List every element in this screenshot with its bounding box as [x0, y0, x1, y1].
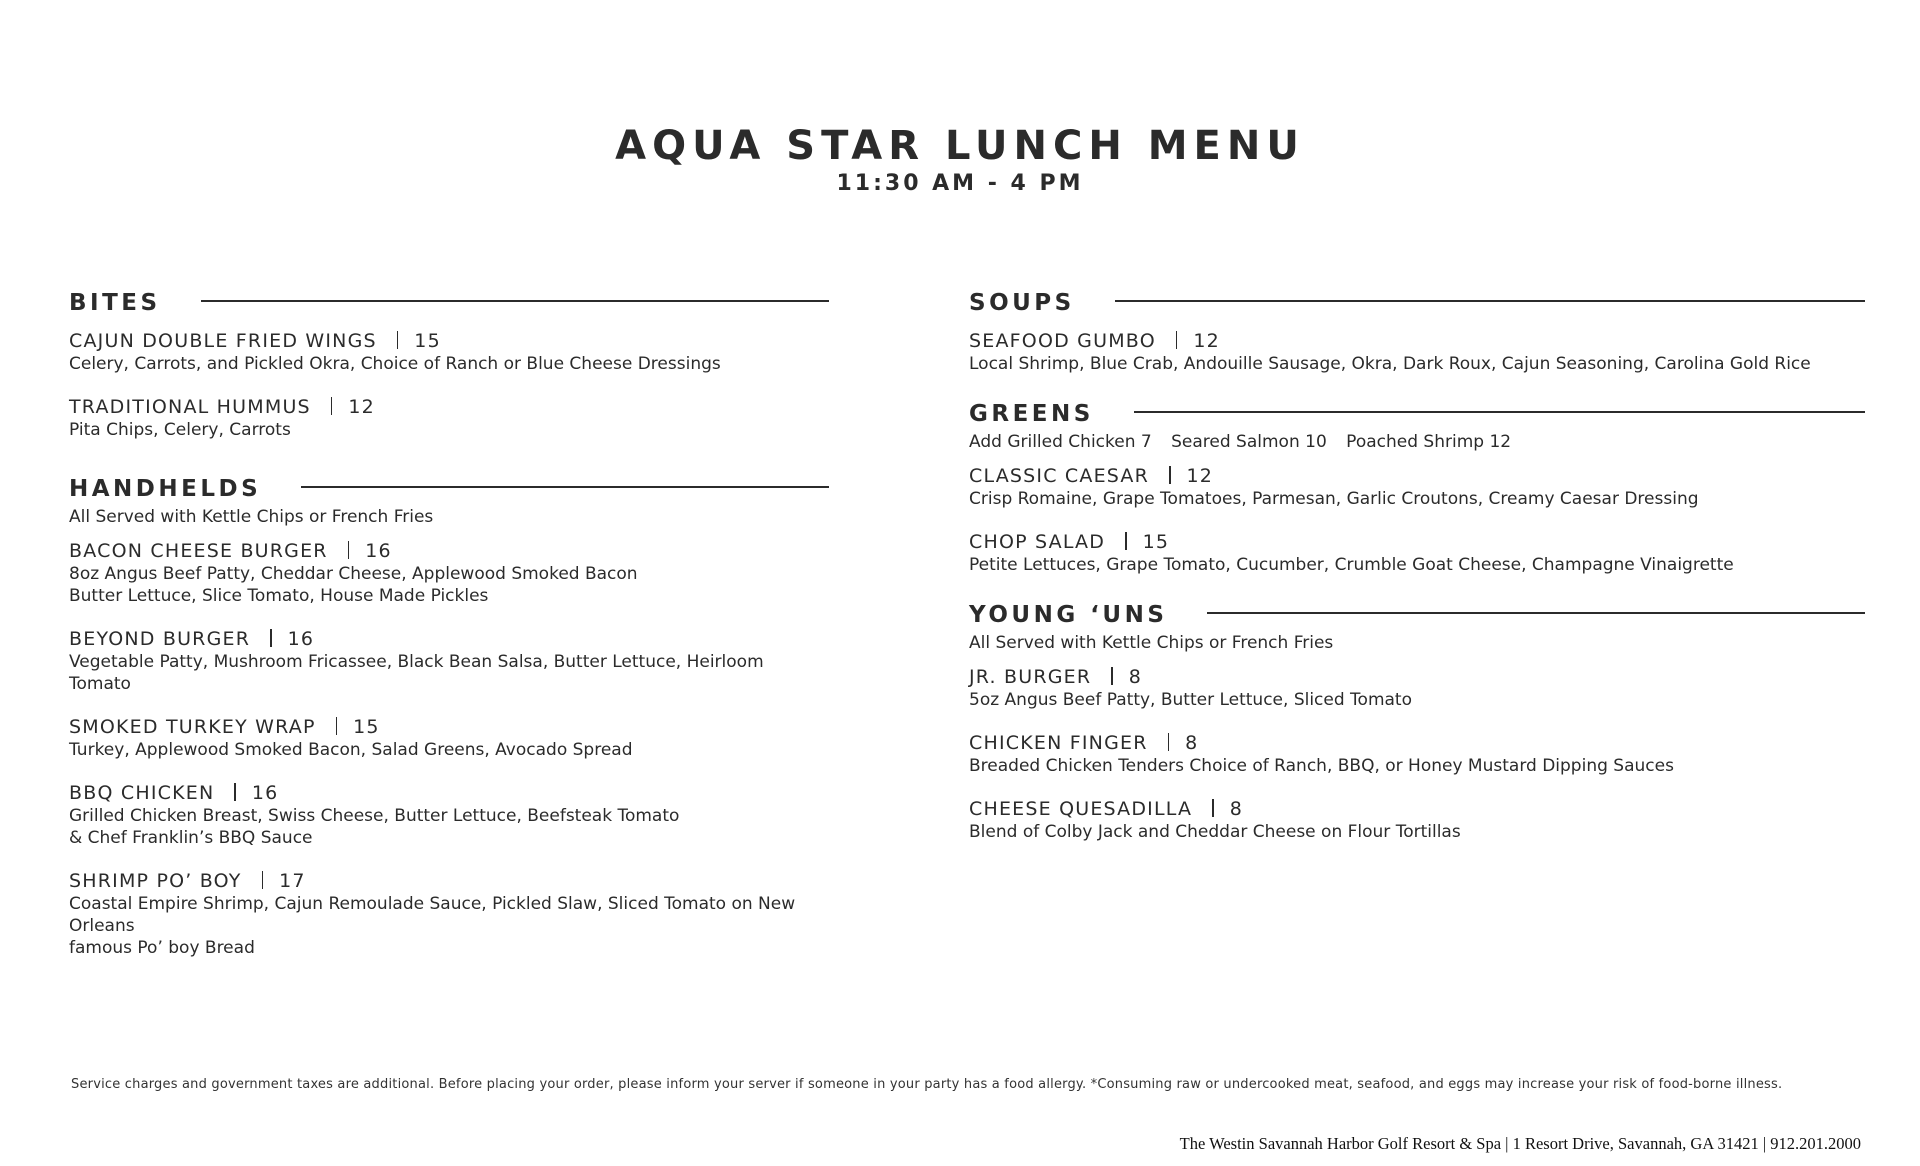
menu-item-description: Celery, Carrots, and Pickled Okra, Choice of Ranch or Blue Cheese Dressings: [69, 354, 721, 374]
menu-item-description: Blend of Colby Jack and Cheddar Cheese on Flour Tortillas: [969, 822, 1461, 842]
price-separator: [262, 871, 264, 889]
menu-item-name: SHRIMP PO’ BOY: [69, 870, 242, 892]
menu-item-price: 16: [365, 540, 392, 562]
menu-item-description: Pita Chips, Celery, Carrots: [69, 420, 291, 440]
section-header: [969, 399, 1865, 429]
menu-item: [969, 666, 1865, 711]
price-separator: [270, 629, 272, 647]
menu-item: [69, 870, 829, 959]
menu-item-price: 8: [1185, 732, 1199, 754]
menu-item-price: 16: [287, 628, 315, 650]
menu-item: [69, 782, 829, 849]
section-young-uns: [969, 600, 1865, 843]
menu-item-heading: [69, 330, 829, 353]
section-divider: [201, 300, 829, 302]
menu-title: AQUA STAR LUNCH MENU: [615, 123, 1305, 169]
menu-header: [0, 123, 1920, 196]
menu-item: [969, 732, 1865, 777]
menu-item-heading: [969, 666, 1865, 689]
menu-item-heading: [69, 716, 829, 739]
menu-item: [69, 540, 829, 607]
menu-item-price: 12: [348, 396, 375, 418]
menu-item: [969, 465, 1865, 510]
item-list: [969, 330, 1865, 375]
section-header: [969, 288, 1865, 318]
right-column: [969, 288, 1865, 864]
price-separator: [234, 783, 236, 801]
menu-item-description: Crisp Romaine, Grape Tomatoes, Parmesan, Garlic Croutons, Creamy Caesar Dressing: [969, 489, 1699, 509]
section-header: [69, 288, 829, 318]
menu-item-name: JR. BURGER: [969, 666, 1092, 688]
item-list: [69, 540, 829, 959]
add-on-salmon: Seared Salmon 10: [1171, 432, 1327, 452]
menu-item-name: CLASSIC CAESAR: [969, 465, 1149, 487]
add-on-shrimp: Poached Shrimp 12: [1346, 432, 1512, 452]
menu-item: [69, 330, 829, 375]
menu-item-description: famous Po’ boy Bread: [69, 938, 255, 958]
menu-item-description: Local Shrimp, Blue Crab, Andouille Sausage, Okra, Dark Roux, Cajun Seasoning, Carolina Gold Rice: [969, 354, 1811, 374]
section-note: All Served with Kettle Chips or French Fries: [969, 633, 1334, 653]
menu-item: [969, 798, 1865, 843]
menu-item-description: & Chef Franklin’s BBQ Sauce: [69, 828, 313, 848]
section-bites: [69, 288, 829, 441]
section-title: GREENS: [969, 401, 1094, 427]
menu-item-heading: [69, 628, 829, 651]
menu-item-heading: [69, 540, 829, 563]
menu-item-description: Butter Lettuce, Slice Tomato, House Made Pickles: [69, 586, 489, 606]
menu-item-heading: [969, 798, 1865, 821]
menu-item-description: Petite Lettuces, Grape Tomato, Cucumber, Crumble Goat Cheese, Champagne Vinaigrette: [969, 555, 1734, 575]
footer-address: The Westin Savannah Harbor Golf Resort & Spa | 1 Resort Drive, Savannah, GA 31421 | 912.201.2000: [1179, 1134, 1861, 1153]
menu-item: [69, 716, 829, 761]
left-column: [69, 288, 829, 980]
menu-item-name: BBQ CHICKEN: [69, 782, 215, 804]
price-separator: [1212, 799, 1214, 817]
section-greens: [969, 399, 1865, 576]
menu-item-name: CHICKEN FINGER: [969, 732, 1148, 754]
price-separator: [1125, 532, 1127, 550]
menu-hours: 11:30 AM - 4 PM: [836, 171, 1084, 196]
price-separator: [397, 331, 399, 349]
menu-item-description: 8oz Angus Beef Patty, Cheddar Cheese, Applewood Smoked Bacon: [69, 564, 638, 584]
section-title: BITES: [69, 290, 161, 316]
menu-item-description: Breaded Chicken Tenders Choice of Ranch, BBQ, or Honey Mustard Dipping Sauces: [969, 756, 1674, 776]
menu-item-price: 12: [1193, 330, 1220, 352]
section-divider: [1134, 411, 1865, 413]
menu-item: [969, 531, 1865, 576]
menu-item-name: BACON CHEESE BURGER: [69, 540, 328, 562]
menu-item-price: 15: [414, 330, 441, 352]
item-list: [969, 666, 1865, 843]
price-separator: [331, 397, 333, 415]
menu-item-heading: [969, 531, 1865, 554]
price-separator: [336, 717, 338, 735]
price-separator: [1169, 466, 1171, 484]
menu-item-heading: [69, 870, 829, 893]
menu-item-description: Turkey, Applewood Smoked Bacon, Salad Greens, Avocado Spread: [69, 740, 633, 760]
menu-item-price: 12: [1186, 465, 1214, 487]
section-soups: [969, 288, 1865, 375]
section-divider: [301, 486, 829, 488]
add-ons-line: [969, 431, 1865, 453]
menu-item-name: CHEESE QUESADILLA: [969, 798, 1193, 820]
section-title: SOUPS: [969, 290, 1075, 316]
menu-item-price: 8: [1229, 798, 1243, 820]
section-title: YOUNG ‘UNS: [969, 602, 1168, 628]
footer-disclaimer: Service charges and government taxes are additional. Before placing your order, please inform your server if someone in your party has a food allergy. *Consuming raw or undercooked meat, seafood, and eggs may increase your risk of food-borne illness.: [71, 1077, 1783, 1092]
menu-item-name: TRADITIONAL HUMMUS: [69, 396, 311, 418]
menu-item-heading: [969, 330, 1865, 353]
item-list: [969, 465, 1865, 576]
menu-item: [69, 628, 829, 695]
menu-item-price: 15: [353, 716, 380, 738]
add-on-chicken: Add Grilled Chicken 7: [969, 432, 1152, 452]
menu-item-name: SMOKED TURKEY WRAP: [69, 716, 316, 738]
menu-item-heading: [969, 465, 1865, 488]
menu-item-description: 5oz Angus Beef Patty, Butter Lettuce, Sliced Tomato: [969, 690, 1412, 710]
price-separator: [1168, 733, 1170, 751]
item-list: [69, 330, 829, 441]
section-handhelds: [69, 474, 829, 959]
price-separator: [348, 541, 350, 559]
menu-item-name: CHOP SALAD: [969, 531, 1106, 553]
menu-item: [69, 396, 829, 441]
section-divider: [1115, 300, 1865, 302]
section-title: HANDHELDS: [69, 476, 262, 502]
menu-item-price: 17: [279, 870, 306, 892]
menu-item-heading: [69, 396, 829, 419]
section-divider: [1207, 612, 1865, 614]
menu-item-description: Grilled Chicken Breast, Swiss Cheese, Butter Lettuce, Beefsteak Tomato: [69, 806, 680, 826]
price-separator: [1176, 331, 1178, 349]
menu-item-name: BEYOND BURGER: [69, 628, 251, 650]
menu-item-price: 8: [1128, 666, 1143, 688]
section-header: [969, 600, 1865, 630]
menu-item: [969, 330, 1865, 375]
menu-item-name: CAJUN DOUBLE FRIED WINGS: [69, 330, 377, 352]
menu-item-price: 16: [251, 782, 279, 804]
price-separator: [1111, 667, 1113, 685]
menu-item-heading: [969, 732, 1865, 755]
menu-item-price: 15: [1142, 531, 1170, 553]
menu-item-description: Coastal Empire Shrimp, Cajun Remoulade Sauce, Pickled Slaw, Sliced Tomato on New Orleans: [69, 894, 796, 936]
section-note: All Served with Kettle Chips or French Fries: [69, 507, 434, 527]
menu-item-heading: [69, 782, 829, 805]
menu-item-name: SEAFOOD GUMBO: [969, 330, 1156, 352]
menu-item-description: Vegetable Patty, Mushroom Fricassee, Black Bean Salsa, Butter Lettuce, Heirloom Tomato: [69, 652, 764, 694]
section-header: [69, 474, 829, 504]
